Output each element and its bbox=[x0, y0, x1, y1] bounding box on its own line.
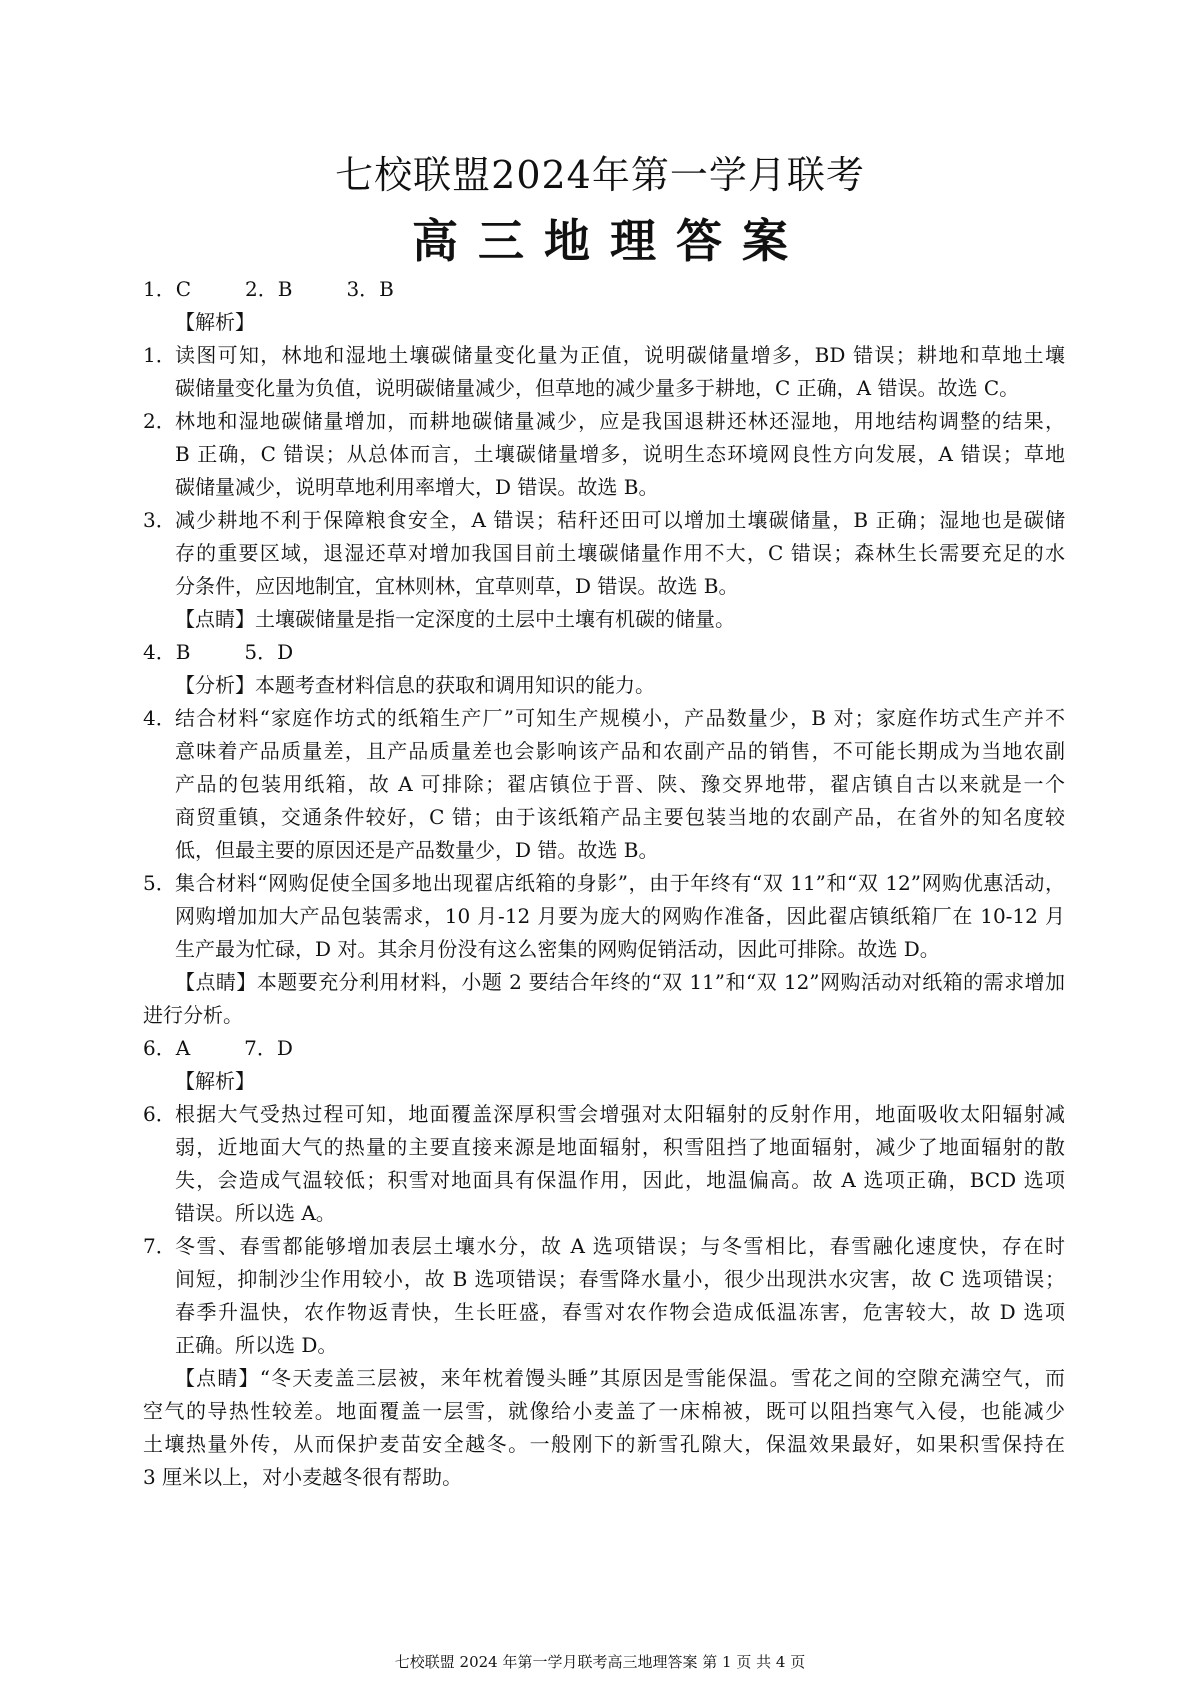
explanation-line: 存的重要区域，退湿还草对增加我国目前土壤碳储量作用不大，C 错误；森林生长需要充足的水 bbox=[175, 541, 1065, 565]
explanation-line: 春季升温快，农作物返青快，生长旺盛，春雪对农作物会造成低温冻害，危害较大，故 D 选项 bbox=[175, 1300, 1065, 1324]
key-point-note: 【点睛】土壤碳储量是指一定深度的土层中土壤有机碳的储量。 bbox=[175, 607, 735, 631]
answer-key-row bbox=[143, 1032, 1065, 1065]
explanation-line: 减少耕地不利于保障粮食安全，A 错误；秸秆还田可以增加土壤碳储量，B 正确；湿地也是碳储 bbox=[175, 508, 1065, 532]
explanation-item bbox=[143, 1098, 1065, 1230]
key-point-note-line: 3 厘米以上，对小麦越冬很有帮助。 bbox=[143, 1465, 463, 1489]
analysis-label: 【解析】 bbox=[175, 1069, 255, 1093]
item-number: 3． bbox=[143, 508, 176, 532]
answer-key: 7．D bbox=[244, 1036, 293, 1060]
explanation-line: 间短，抑制沙尘作用较小，故 B 选项错误；春雪降水量小，很少出现洪水灾害，故 C 选项错误； bbox=[175, 1267, 1065, 1291]
explanation-line: 集合材料“网购促使全国多地出现翟店纸箱的身影”，由于年终有“双 11”和“双 12”网购优惠活动， bbox=[175, 871, 1065, 895]
item-number: 6． bbox=[143, 1102, 176, 1126]
explanation-line: 读图可知，林地和湿地土壤碳储量变化量为正值，说明碳储量增多，BD 错误；耕地和草地土壤 bbox=[175, 343, 1065, 367]
explanation-line: 分条件，应因地制宜，宜林则林，宜草则草，D 错误。故选 B。 bbox=[175, 574, 739, 598]
item-number: 7． bbox=[143, 1234, 176, 1258]
page-footer: 七校联盟 2024 年第一学月联考高三地理答案 第 1 页 共 4 页 bbox=[394, 1653, 806, 1671]
item-number: 4． bbox=[143, 706, 176, 730]
document-title: 高三地理答案 bbox=[412, 214, 808, 268]
explanation-line: 正确。所以选 D。 bbox=[175, 1333, 338, 1357]
key-point-note-line: 空气的导热性较差。地面覆盖一层雪，就像给小麦盖了一床棉被，既可以阻挡寒气入侵，也能减少 bbox=[143, 1399, 1065, 1423]
explanation-line: 商贸重镇，交通条件较好，C 错；由于该纸箱产品主要包装当地的农副产品，在省外的知名度较 bbox=[175, 805, 1065, 829]
exam-title: 七校联盟2024年第一学月联考 bbox=[335, 153, 865, 197]
explanation-line: 失，会造成气温较低；积雪对地面具有保温作用，因此，地温偏高。故 A 选项正确，BCD 选项 bbox=[175, 1168, 1065, 1192]
explanation-item bbox=[143, 504, 1065, 603]
explanation-line: 弱，近地面大气的热量的主要直接来源是地面辐射，积雪阻挡了地面辐射，减少了地面辐射的散 bbox=[175, 1135, 1065, 1159]
answer-key-row bbox=[143, 273, 1065, 306]
explanation-item bbox=[143, 867, 1065, 966]
answer-key: 1．C bbox=[143, 277, 192, 301]
key-point-note-line: 进行分析。 bbox=[143, 1003, 243, 1027]
explanation-line: 碳储量减少，说明草地利用率增大，D 错误。故选 B。 bbox=[175, 475, 659, 499]
answer-key: 4．B bbox=[143, 640, 191, 664]
analysis-label: 【解析】 bbox=[175, 310, 255, 334]
explanation-line: 结合材料“家庭作坊式的纸箱生产厂”可知生产规模小，产品数量少，B 对；家庭作坊式生产并不 bbox=[175, 706, 1065, 730]
explanation-line: 网购增加加大产品包装需求，10 月-12 月要为庞大的网购作准备，因此翟店镇纸箱厂在 10-12 月 bbox=[175, 904, 1065, 928]
answer-content bbox=[143, 273, 1065, 1494]
explanation-line: B 正确，C 错误；从总体而言，土壤碳储量增多，说明生态环境网良性方向发展，A 错误；草地 bbox=[175, 442, 1065, 466]
explanation-line: 低，但最主要的原因还是产品数量少，D 错。故选 B。 bbox=[175, 838, 659, 862]
answer-key-row bbox=[143, 636, 1065, 669]
key-point-note: 【点睛】本题要充分利用材料，小题 2 要结合年终的“双 11”和“双 12”网购活动对纸箱的需求增加 bbox=[175, 970, 1065, 994]
answer-key: 3．B bbox=[346, 277, 394, 301]
explanation-line: 产品的包装用纸箱，故 A 可排除；翟店镇位于晋、陕、豫交界地带，翟店镇自古以来就是一个 bbox=[175, 772, 1065, 796]
explanation-line: 意味着产品质量差，且产品质量差也会影响该产品和农副产品的销售，不可能长期成为当地农副 bbox=[175, 739, 1065, 763]
item-number: 5． bbox=[143, 871, 176, 895]
item-number: 1． bbox=[143, 343, 176, 367]
analysis-label: 【分析】本题考查材料信息的获取和调用知识的能力。 bbox=[175, 673, 655, 697]
explanation-line: 碳储量变化量为负值，说明碳储量减少，但草地的减少量多于耕地，C 正确，A 错误。故选 C。 bbox=[175, 376, 1020, 400]
answer-key: 6．A bbox=[143, 1036, 191, 1060]
key-point-note-line: 土壤热量外传，从而保护麦苗安全越冬。一般刚下的新雪孔隙大，保温效果最好，如果积雪保持在 bbox=[143, 1432, 1065, 1456]
explanation-line: 冬雪、春雪都能够增加表层土壤水分，故 A 选项错误；与冬雪相比，春雪融化速度快，存在时 bbox=[175, 1234, 1065, 1258]
answer-key: 2．B bbox=[245, 277, 293, 301]
explanation-item bbox=[143, 405, 1065, 504]
item-number: 2． bbox=[143, 409, 176, 433]
explanation-line: 错误。所以选 A。 bbox=[175, 1201, 336, 1225]
answer-key: 5．D bbox=[244, 640, 294, 664]
explanation-line: 生产最为忙碌，D 对。其余月份没有这么密集的网购促销活动，因此可排除。故选 D。 bbox=[175, 937, 940, 961]
explanation-item bbox=[143, 702, 1065, 867]
explanation-item bbox=[143, 339, 1065, 405]
explanation-line: 根据大气受热过程可知，地面覆盖深厚积雪会增强对太阳辐射的反射作用，地面吸收太阳辐射减 bbox=[175, 1102, 1065, 1126]
explanation-line: 林地和湿地碳储量增加，而耕地碳储量减少，应是我国退耕还林还湿地，用地结构调整的结果， bbox=[175, 409, 1065, 433]
explanation-item bbox=[143, 1230, 1065, 1362]
key-point-note: 【点睛】“冬天麦盖三层被，来年枕着馒头睡”其原因是雪能保温。雪花之间的空隙充满空气，而 bbox=[175, 1366, 1065, 1390]
